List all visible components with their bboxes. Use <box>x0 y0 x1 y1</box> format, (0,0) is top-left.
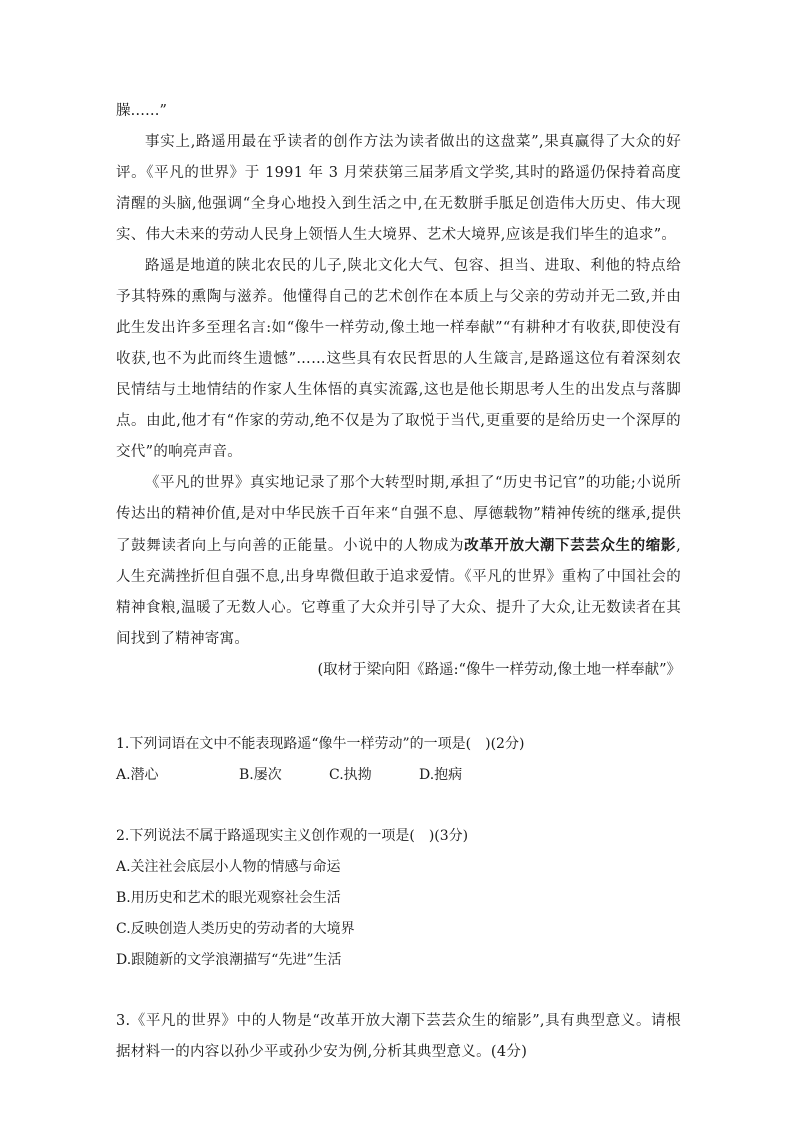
question-2-option-b: B.用历史和艺术的眼光观察社会生活 <box>116 890 341 906</box>
question-1-option-c: C.执拗 <box>329 767 372 783</box>
passage-paragraph-1: 事实上,路遥用最在乎读者的创作方法为读者做出的这盘菜”,果真赢得了大众的好评。《平凡的世界》于 1991 年 3 月荣获第三届茅盾文学奖,其时的路遥仍保持着高度清醒的头脑,他强调“全身心地投入到生活之中,在无数胼手胝足创造伟大历史、伟大现实、伟大未来的劳动人民身上领悟人生大境界、艺术大境界,应该是我们毕生的追求”。 <box>116 134 681 243</box>
question-1-option-d: D.抱病 <box>419 767 463 783</box>
question-3-stem: 3.《平凡的世界》中的人物是“改革开放大潮下芸芸众生的缩影”,具有典型意义。请根据材料一的内容以孙少平或孙少安为例,分析其典型意义。(4分) <box>116 1013 681 1060</box>
passage-top-fragment: 臊……” <box>116 103 167 119</box>
question-1-options <box>116 760 681 791</box>
passage-paragraph-2: 路遥是地道的陕北农民的儿子,陕北文化大气、包容、担当、进取、利他的特点给予其特殊的熏陶与滋养。他懂得自己的艺术创作在本质上与父亲的劳动并无二致,并由此生发出许多至理名言:如“像牛一样劳动,像土地一样奉献”“有耕种才有收获,即使没有收获,也不为此而终生遗憾”……这些具有农民哲思的人生箴言,是路遥这位有着深刻农民情结与土地情结的作家人生体悟的真实流露,这也是他长期思考人生的出发点与落脚点。由此,他才有“作家的劳动,绝不仅是为了取悦于当代,更重要的是给历史一个深厚的交代”的响亮声音。 <box>116 258 681 460</box>
passage-source: (取材于梁向阳《路遥:“像牛一样劳动,像土地一样奉献”》 <box>317 662 681 678</box>
question-2-option-c: C.反映创造人类历史的劳动者的大境界 <box>116 921 355 937</box>
question-2-option-a: A.关注社会底层小人物的情感与命运 <box>116 859 341 875</box>
paragraph-3-text-after: ,人生充满挫折但自强不息,出身卑微但敢于追求爱情。《平凡的世界》重构了中国社会的精神食粮,温暖了无数人心。它尊重了大众并引导了大众、提升了大众,让无数读者在其间找到了精神寄寓。 <box>116 538 681 647</box>
question-2-stem: 2.下列说法不属于路遥现实主义创作观的一项是( )(3分) <box>116 828 469 844</box>
question-1-stem: 1.下列词语在文中不能表现路遥“像牛一样劳动”的一项是( )(2分) <box>116 736 525 752</box>
paragraph-3-bold-phrase: 改革开放大潮下芸芸众生的缩影 <box>464 537 677 554</box>
document-page <box>116 96 681 1068</box>
question-2 <box>116 821 681 976</box>
passage-paragraph-3 <box>116 468 681 655</box>
question-2-option-d: D.跟随新的文学浪潮描写“先进”生活 <box>116 952 342 968</box>
paragraph-3-text-before: 《平凡的世界》真实地记录了那个大转型时期,承担了“历史书记官”的功能;小说所传达出的精神价值,是对中华民族千百年来“自强不息、厚德载物”精神传统的继承,提供了鼓舞读者向上与向善的正能量。小说中的人物成为 <box>116 475 681 554</box>
question-1-option-b: B.屡次 <box>239 767 282 783</box>
question-1-option-a: A.潜心 <box>116 767 159 783</box>
question-3 <box>116 1006 681 1068</box>
question-1 <box>116 729 681 791</box>
